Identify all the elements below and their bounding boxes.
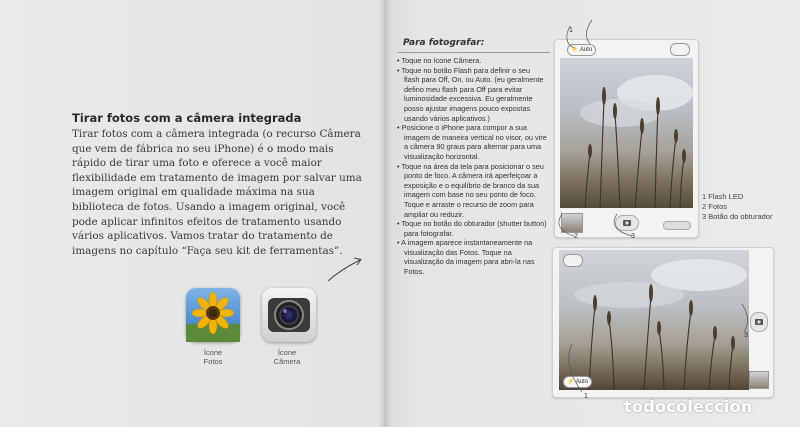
flash-button[interactable]: ⚡ Auto [563, 376, 592, 388]
callout-number: 3 [631, 233, 635, 240]
sidebar-heading: Para fotografar: [403, 38, 485, 48]
sidebar-step: • Toque no ícone Câmera. [397, 56, 482, 65]
legend-item: 2 Fotos [702, 202, 728, 211]
camera-icon-caption: Ícone Câmera [273, 348, 301, 366]
callout-number: 1 [584, 393, 588, 400]
sidebar-step: • Posicione o iPhone para compor a sua imagem de maneira vertical no visor, ou vire a câmera 90 graus para alternar para uma visualização horizontal. [397, 123, 547, 161]
sidebar-step: • Toque no botão Flash para definir o seu flash para Off, On, ou Auto. (eu geralmente defino meu flash para Off para evitar luminosidade excessiva. Eu geralmente posso ajustar imagens pouco expostas usando vários aplicativos.) [397, 65, 544, 123]
callout-number: 2 [574, 233, 578, 240]
camera-app-icon [262, 288, 316, 342]
legend-item: 3 Botão do obturador [702, 212, 773, 221]
fotos-app-icon [186, 288, 240, 342]
sidebar-step: • Toque na área da tela para posicionar o seu ponto de foco. A câmera irá aperfeiçoar a exposição e o equilíbrio de branco da sua imagem com base no seu ponto de foco. Toque e arraste o recurso de zoom para ampliar ou reduzir. [397, 161, 544, 219]
watermark: todocoleccion [624, 397, 753, 416]
callout-number: 3 [744, 332, 748, 339]
article-body: Tirar fotos com a câmera integrada (o recurso Câmera que vem de fábrica no seu iPhone) é o modo mais rápido de tirar uma foto e oferece a você maior flexibilidade em tratamento de imagem por salvar uma imagem original em qualidade máxima na sua biblioteca de fotos. Usando a imagem original, você pode aplicar infinitos efeitos de tratamento usando vários aplicativos. Vamos tratar do tratamento de imagens no capítulo “Faça seu kit de ferramentas”. [72, 128, 362, 257]
arrow-icon [326, 254, 366, 284]
sidebar-steps [397, 56, 547, 277]
callout-legend [702, 192, 772, 222]
camera-lens-icon [262, 288, 316, 342]
callout-number: 1 [569, 27, 573, 34]
legend-item: 1 Flash LED [702, 192, 744, 201]
fotos-icon-caption: Ícone Fotos [203, 348, 223, 366]
sunflower-icon [186, 288, 240, 342]
sidebar-step: • A imagem aparece instantaneamente na visualização das Fotos. Toque na visualização da imagem para abri-la nas Fotos. [397, 238, 535, 277]
sidebar-step: • Toque no botão do obturador (shutter button) para fotografar. [397, 219, 547, 238]
section-title: Tirar fotos com a câmera integrada [72, 111, 302, 125]
flash-button[interactable]: ⚡ Auto [567, 44, 596, 56]
sidebar-divider [398, 52, 550, 53]
